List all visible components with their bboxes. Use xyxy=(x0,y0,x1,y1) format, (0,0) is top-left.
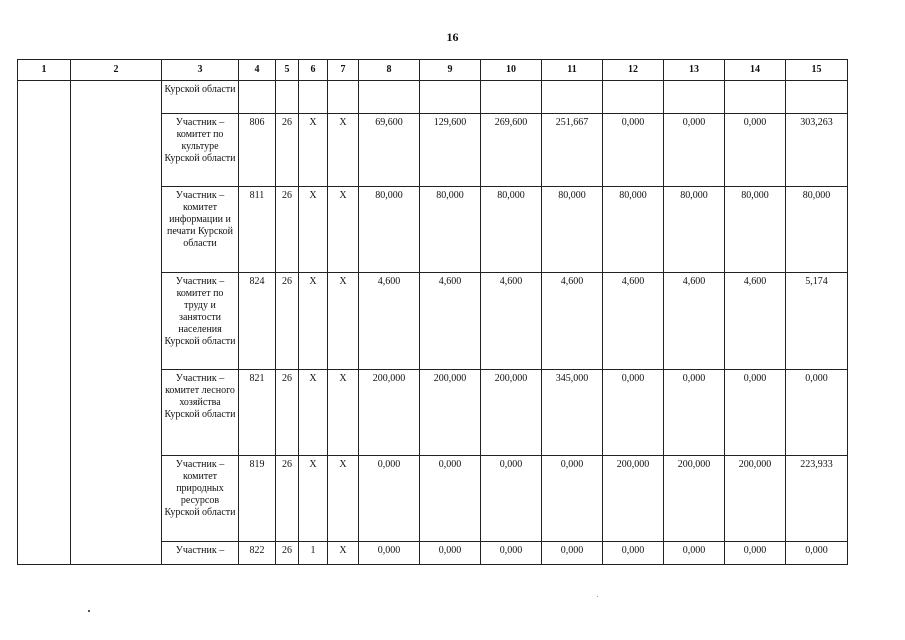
value-cell: 0,000 xyxy=(359,456,420,542)
participant-name: Участник – комитет лесного хозяйства Курской области xyxy=(162,370,239,456)
code-cell: 819 xyxy=(239,456,276,542)
value-cell: 0,000 xyxy=(542,542,603,565)
code-cell: 26 xyxy=(276,114,299,187)
column-header: 14 xyxy=(725,60,786,81)
value-cell: 200,000 xyxy=(725,456,786,542)
column-header: 2 xyxy=(71,60,162,81)
value-cell: 0,000 xyxy=(420,542,481,565)
column-header: 6 xyxy=(299,60,328,81)
value-cell: 0,000 xyxy=(786,542,848,565)
page-number: 16 xyxy=(446,30,459,44)
value-cell: 4,600 xyxy=(420,273,481,370)
value-cell: 80,000 xyxy=(420,187,481,273)
header-row xyxy=(18,60,848,81)
value-cell: 200,000 xyxy=(481,370,542,456)
code-cell: Х xyxy=(328,370,359,456)
code-cell: Х xyxy=(328,187,359,273)
column-header: 9 xyxy=(420,60,481,81)
column-header: 7 xyxy=(328,60,359,81)
value-cell: 69,600 xyxy=(359,114,420,187)
code-cell: 26 xyxy=(276,456,299,542)
column-header: 10 xyxy=(481,60,542,81)
code-cell: Х xyxy=(328,542,359,565)
scan-speck xyxy=(88,610,90,612)
value-cell: 0,000 xyxy=(359,542,420,565)
scan-speck xyxy=(597,596,598,597)
value-cell xyxy=(542,81,603,114)
value-cell xyxy=(420,81,481,114)
code-cell: 824 xyxy=(239,273,276,370)
code-cell: Х xyxy=(299,187,328,273)
value-cell: 200,000 xyxy=(664,456,725,542)
value-cell: 4,600 xyxy=(359,273,420,370)
value-cell: 0,000 xyxy=(725,114,786,187)
column-header: 13 xyxy=(664,60,725,81)
code-cell xyxy=(239,81,276,114)
value-cell: 303,263 xyxy=(786,114,848,187)
value-cell xyxy=(664,81,725,114)
value-cell: 80,000 xyxy=(786,187,848,273)
value-cell xyxy=(603,81,664,114)
code-cell: 26 xyxy=(276,370,299,456)
value-cell: 0,000 xyxy=(481,456,542,542)
code-cell: 822 xyxy=(239,542,276,565)
code-cell: Х xyxy=(328,456,359,542)
participant-name: Участник – комитет по труду и занятости населения Курской области xyxy=(162,273,239,370)
participant-name: Участник – комитет информации и печати Курской области xyxy=(162,187,239,273)
code-cell: Х xyxy=(328,273,359,370)
value-cell: 4,600 xyxy=(542,273,603,370)
column-header: 4 xyxy=(239,60,276,81)
code-cell: Х xyxy=(299,370,328,456)
value-cell: 80,000 xyxy=(725,187,786,273)
value-cell xyxy=(359,81,420,114)
value-cell: 0,000 xyxy=(664,542,725,565)
value-cell: 0,000 xyxy=(786,370,848,456)
value-cell: 251,667 xyxy=(542,114,603,187)
column-header: 8 xyxy=(359,60,420,81)
column-header: 5 xyxy=(276,60,299,81)
value-cell: 4,600 xyxy=(481,273,542,370)
code-cell: 26 xyxy=(276,187,299,273)
value-cell: 200,000 xyxy=(359,370,420,456)
participant-name: Курской области xyxy=(162,81,239,114)
table-row xyxy=(18,81,848,114)
code-cell xyxy=(328,81,359,114)
column-header: 3 xyxy=(162,60,239,81)
value-cell: 200,000 xyxy=(603,456,664,542)
value-cell: 5,174 xyxy=(786,273,848,370)
value-cell xyxy=(786,81,848,114)
value-cell: 0,000 xyxy=(481,542,542,565)
value-cell: 80,000 xyxy=(542,187,603,273)
value-cell xyxy=(481,81,542,114)
code-cell: 811 xyxy=(239,187,276,273)
code-cell xyxy=(299,81,328,114)
code-cell: Х xyxy=(328,114,359,187)
table-body xyxy=(18,81,848,565)
value-cell: 269,600 xyxy=(481,114,542,187)
value-cell: 0,000 xyxy=(603,370,664,456)
value-cell: 0,000 xyxy=(542,456,603,542)
value-cell xyxy=(725,81,786,114)
participant-name: Участник – xyxy=(162,542,239,565)
code-cell: 1 xyxy=(299,542,328,565)
value-cell: 0,000 xyxy=(603,542,664,565)
code-cell: 26 xyxy=(276,273,299,370)
value-cell: 0,000 xyxy=(664,114,725,187)
value-cell: 0,000 xyxy=(725,542,786,565)
code-cell: Х xyxy=(299,456,328,542)
value-cell: 80,000 xyxy=(481,187,542,273)
value-cell: 80,000 xyxy=(359,187,420,273)
value-cell: 223,933 xyxy=(786,456,848,542)
column-header: 1 xyxy=(18,60,71,81)
value-cell: 80,000 xyxy=(603,187,664,273)
code-cell: 26 xyxy=(276,542,299,565)
value-cell: 0,000 xyxy=(725,370,786,456)
value-cell: 4,600 xyxy=(725,273,786,370)
value-cell: 4,600 xyxy=(603,273,664,370)
code-cell xyxy=(276,81,299,114)
code-cell: 806 xyxy=(239,114,276,187)
merged-empty-cell xyxy=(71,81,162,565)
column-header: 15 xyxy=(786,60,848,81)
value-cell: 0,000 xyxy=(603,114,664,187)
code-cell: 821 xyxy=(239,370,276,456)
value-cell: 0,000 xyxy=(664,370,725,456)
value-cell: 4,600 xyxy=(664,273,725,370)
value-cell: 200,000 xyxy=(420,370,481,456)
value-cell: 80,000 xyxy=(664,187,725,273)
column-header: 11 xyxy=(542,60,603,81)
value-cell: 129,600 xyxy=(420,114,481,187)
value-cell: 345,000 xyxy=(542,370,603,456)
value-cell: 0,000 xyxy=(420,456,481,542)
merged-empty-cell xyxy=(18,81,71,565)
participant-name: Участник – комитет по культуре Курской области xyxy=(162,114,239,187)
budget-table xyxy=(17,59,848,565)
code-cell: Х xyxy=(299,114,328,187)
participant-name: Участник – комитет природных ресурсов Курской области xyxy=(162,456,239,542)
column-header: 12 xyxy=(603,60,664,81)
code-cell: Х xyxy=(299,273,328,370)
